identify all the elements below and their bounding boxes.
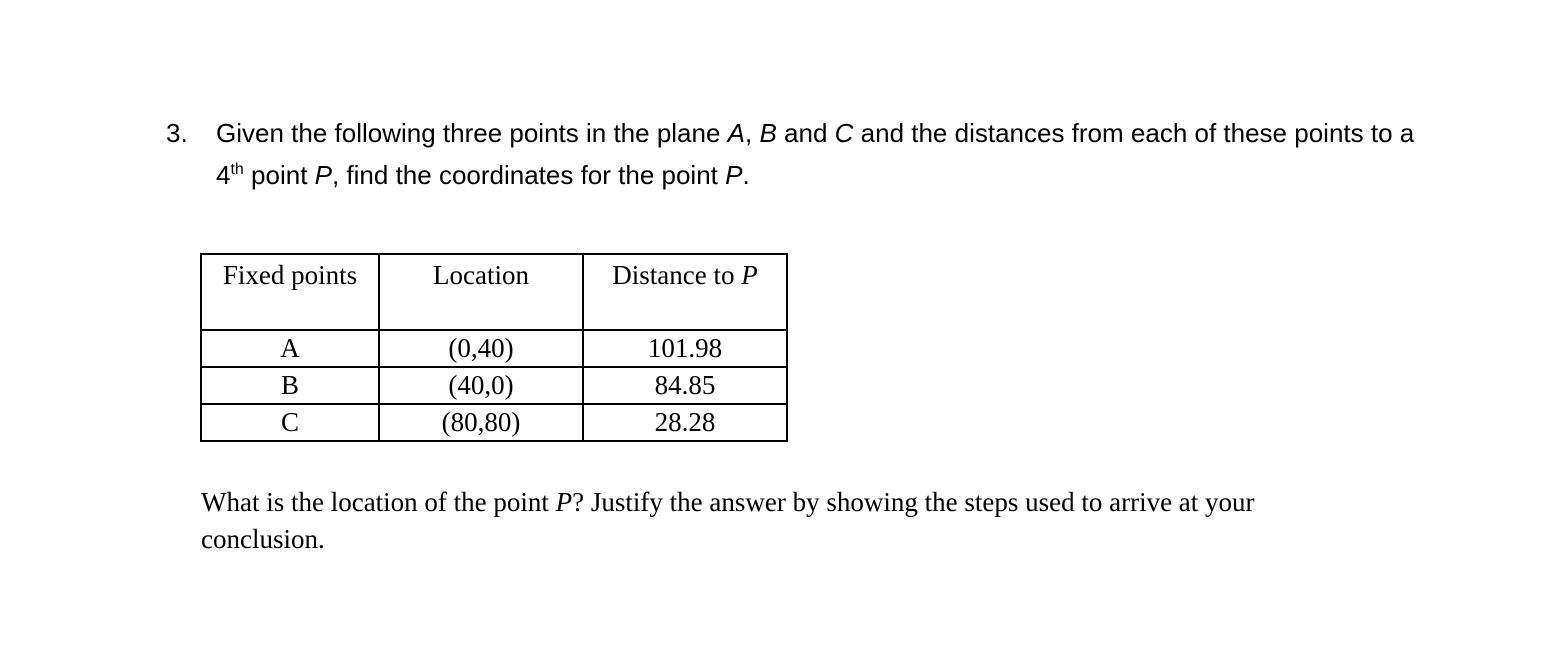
cell-distance: 28.28 [583,404,787,441]
point-b-var: B [759,118,777,148]
cell-distance: 101.98 [583,330,787,367]
question-block [166,112,1426,196]
header-location: Location [379,254,583,330]
cell-distance: 84.85 [583,367,787,404]
header-distance: Distance to P [583,254,787,330]
table-row [201,367,787,404]
table-row [201,404,787,441]
cell-point: A [201,330,379,367]
point-a-var: A [727,118,746,148]
fixed-points-table [200,253,788,442]
cell-point: C [201,404,379,441]
cell-point: B [201,367,379,404]
point-p-var: P [725,160,743,190]
point-p-var: P [314,160,332,190]
header-fixed-points: Fixed points [201,254,379,330]
table-row [201,330,787,367]
cell-location: (40,0) [379,367,583,404]
question-text: Given the following three points in the plane A, B and C and the distances from each of these points to a 4th point P, find the coordinates for the point P. [216,118,1415,190]
point-c-var: C [834,118,854,148]
table-header-row [201,254,787,330]
cell-location: (80,80) [379,404,583,441]
point-p-var: P [555,487,573,517]
followup-question: What is the location of the point P? Justify the answer by showing the steps used to arrive at your conclusion. [201,487,1255,554]
cell-location: (0,40) [379,330,583,367]
question-number: 3. [166,118,188,148]
ordinal-superscript: th [230,161,244,178]
